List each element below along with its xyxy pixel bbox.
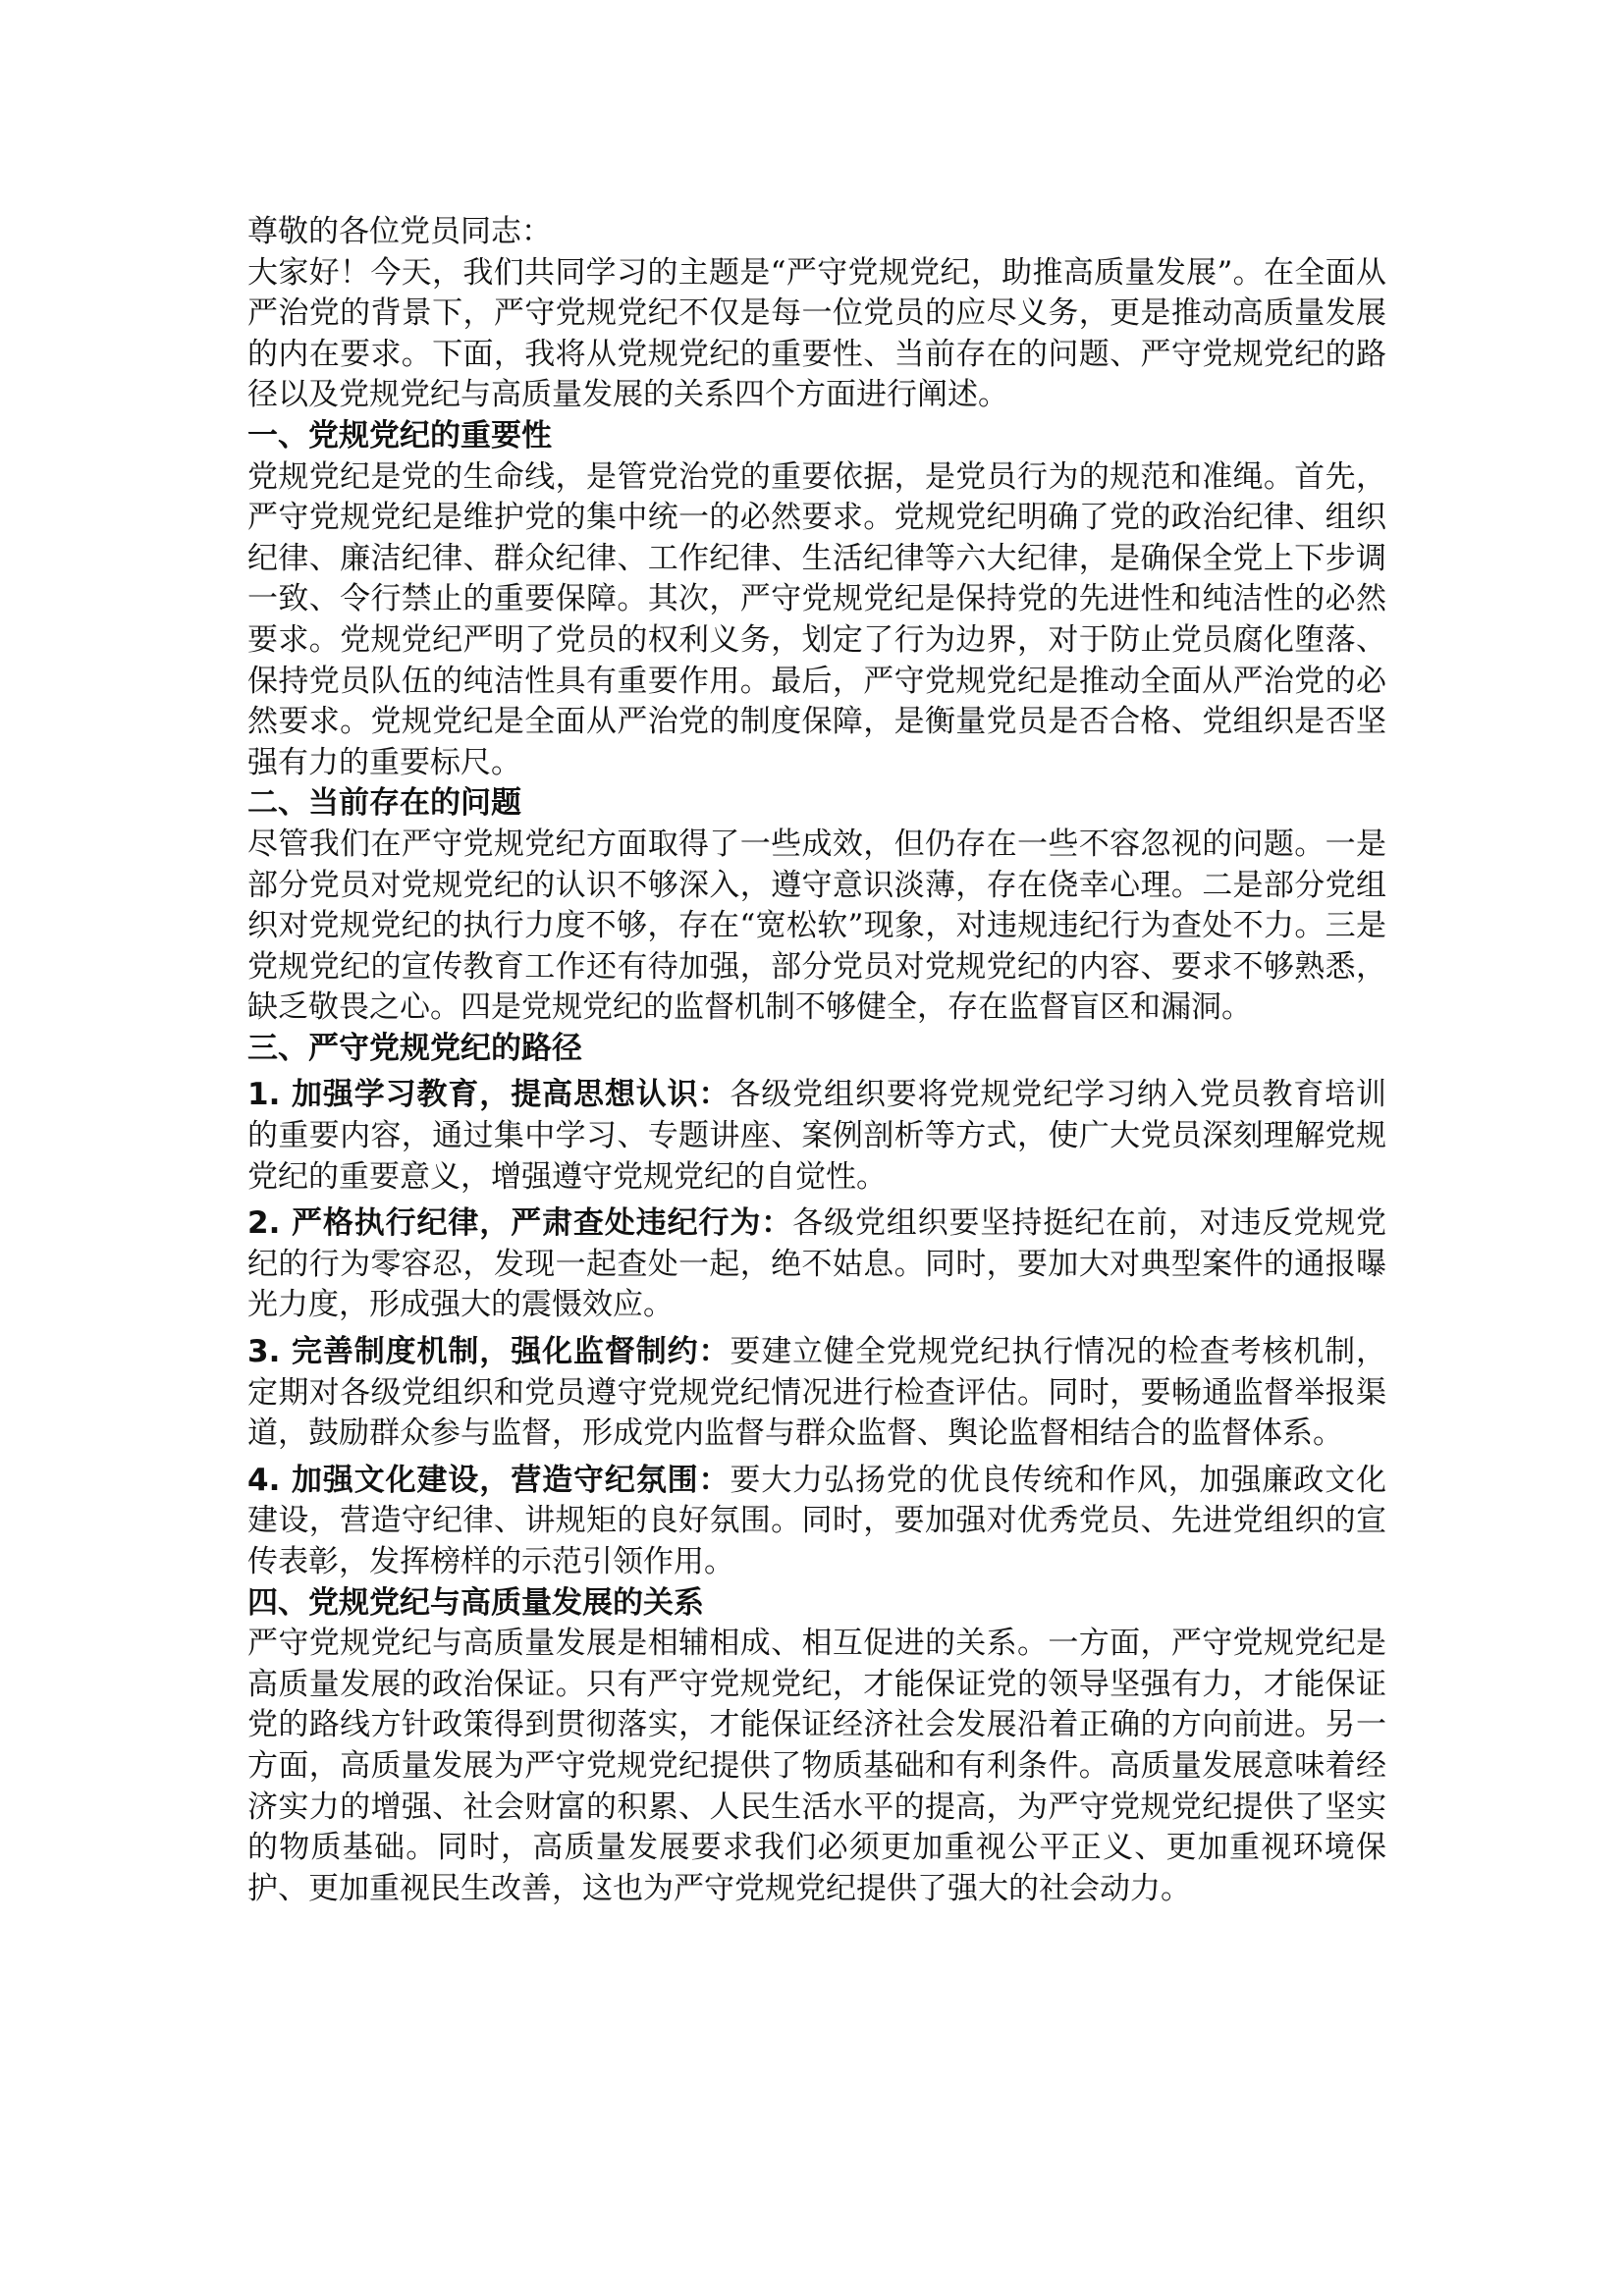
intro-paragraph: 大家好！今天，我们共同学习的主题是“严守党规党纪，助推高质量发展”。在全面从严治党的背景下，严守党规党纪不仅是每一位党员的应尽义务，更是推动高质量发展的内在要求。下面，我将从党规党纪的重要性、当前存在的问题、严守党规党纪的路径以及党规党纪与高质量发展的关系四个方面进行阐述。 (247, 254, 1386, 413)
section-body-2: 尽管我们在严守党规党纪方面取得了一些成效，但仍存在一些不容忽视的问题。一是部分党员对党规党纪的认识不够深入，遵守意识淡薄，存在侥幸心理。二是部分党组织对党规党纪的执行力度不够，存在“宽松软”现象，对违规违纪行为查处不力。三是党规党纪的宣传教育工作还有待加强，部分党员对党规党纪的内容、要求不够熟悉，缺乏敬畏之心。四是党规党纪的监督机制不够健全，存在监督盲区和漏洞。 (247, 826, 1386, 1026)
path-item-text: 要大力弘扬党的优良传统和作风，加强廉政文化建设，营造守纪律、讲规矩的良好氛围。同时，要加强对优秀党员、先进党组织的宣传表彰，发挥榜样的示范引领作用。 (247, 1462, 1387, 1579)
section-heading-1: 一、党规党纪的重要性 (247, 417, 552, 454)
path-item-lead: 4. 加强文化建设，营造守纪氛围： (247, 1462, 731, 1498)
path-item-text: 各级党组织要坚持挺纪在前，对违反党规党纪的行为零容忍，发现一起查处一起，绝不姑息。同时，要加大对典型案件的通报曝光力度，形成强大的震慑效应。 (247, 1205, 1387, 1323)
document-body (247, 212, 1386, 1909)
section-heading-3: 三、严守党规党纪的路径 (247, 1030, 582, 1066)
path-item-text: 各级党组织要将党规党纪学习纳入党员教育培训的重要内容，通过集中学习、专题讲座、案例剖析等方式，使广大党员深刻理解党规党纪的重要意义，增强遵守党规党纪的自觉性。 (247, 1077, 1387, 1195)
path-item-lead: 3. 完善制度机制，强化监督制约： (247, 1334, 731, 1370)
section-body-4: 严守党规党纪与高质量发展是相辅相成、相互促进的关系。一方面，严守党规党纪是高质量发展的政治保证。只有严守党规党纪，才能保证党的领导坚强有力，才能保证党的路线方针政策得到贯彻落实，才能保证经济社会发展沿着正确的方向前进。另一方面，高质量发展为严守党规党纪提供了物质基础和有利条件。高质量发展意味着经济实力的增强、社会财富的积累、人民生活水平的提高，为严守党规党纪提供了坚实的物质基础。同时，高质量发展要求我们必须更加重视公平正义、更加重视环境保护、更加重视民生改善，这也为严守党规党纪提供了强大的社会动力。 (247, 1626, 1386, 1906)
salutation: 尊敬的各位党员同志： (247, 214, 552, 249)
section-heading-4: 四、党规党纪与高质量发展的关系 (247, 1584, 704, 1621)
path-item-lead: 1. 加强学习教育，提高思想认识： (247, 1077, 731, 1113)
section-body-1: 党规党纪是党的生命线，是管党治党的重要依据，是党员行为的规范和准绳。首先，严守党规党纪是维护党的集中统一的必然要求。党规党纪明确了党的政治纪律、组织纪律、廉洁纪律、群众纪律、工作纪律、生活纪律等六大纪律，是确保全党上下步调一致、令行禁止的重要保障。其次，严守党规党纪是保持党的先进性和纯洁性的必然要求。党规党纪严明了党员的权利义务，划定了行为边界，对于防止党员腐化堕落、保持党员队伍的纯洁性具有重要作用。最后，严守党规党纪是推动全面从严治党的必然要求。党规党纪是全面从严治党的制度保障，是衡量党员是否合格、党组织是否坚强有力的重要标尺。 (247, 458, 1386, 780)
section-heading-2: 二、当前存在的问题 (247, 785, 521, 822)
path-item-3 (247, 1332, 1386, 1455)
path-item-2 (247, 1203, 1386, 1326)
path-item-lead: 2. 严格执行纪律，严肃查处违纪行为： (247, 1205, 793, 1242)
path-item-4 (247, 1461, 1386, 1583)
path-item-text: 要建立健全党规党纪执行情况的检查考核机制，定期对各级党组织和党员遵守党规党纪情况进行检查评估。同时，要畅通监督举报渠道，鼓励群众参与监督，形成党内监督与群众监督、舆论监督相结合的监督体系。 (247, 1334, 1387, 1452)
path-item-1 (247, 1075, 1386, 1198)
